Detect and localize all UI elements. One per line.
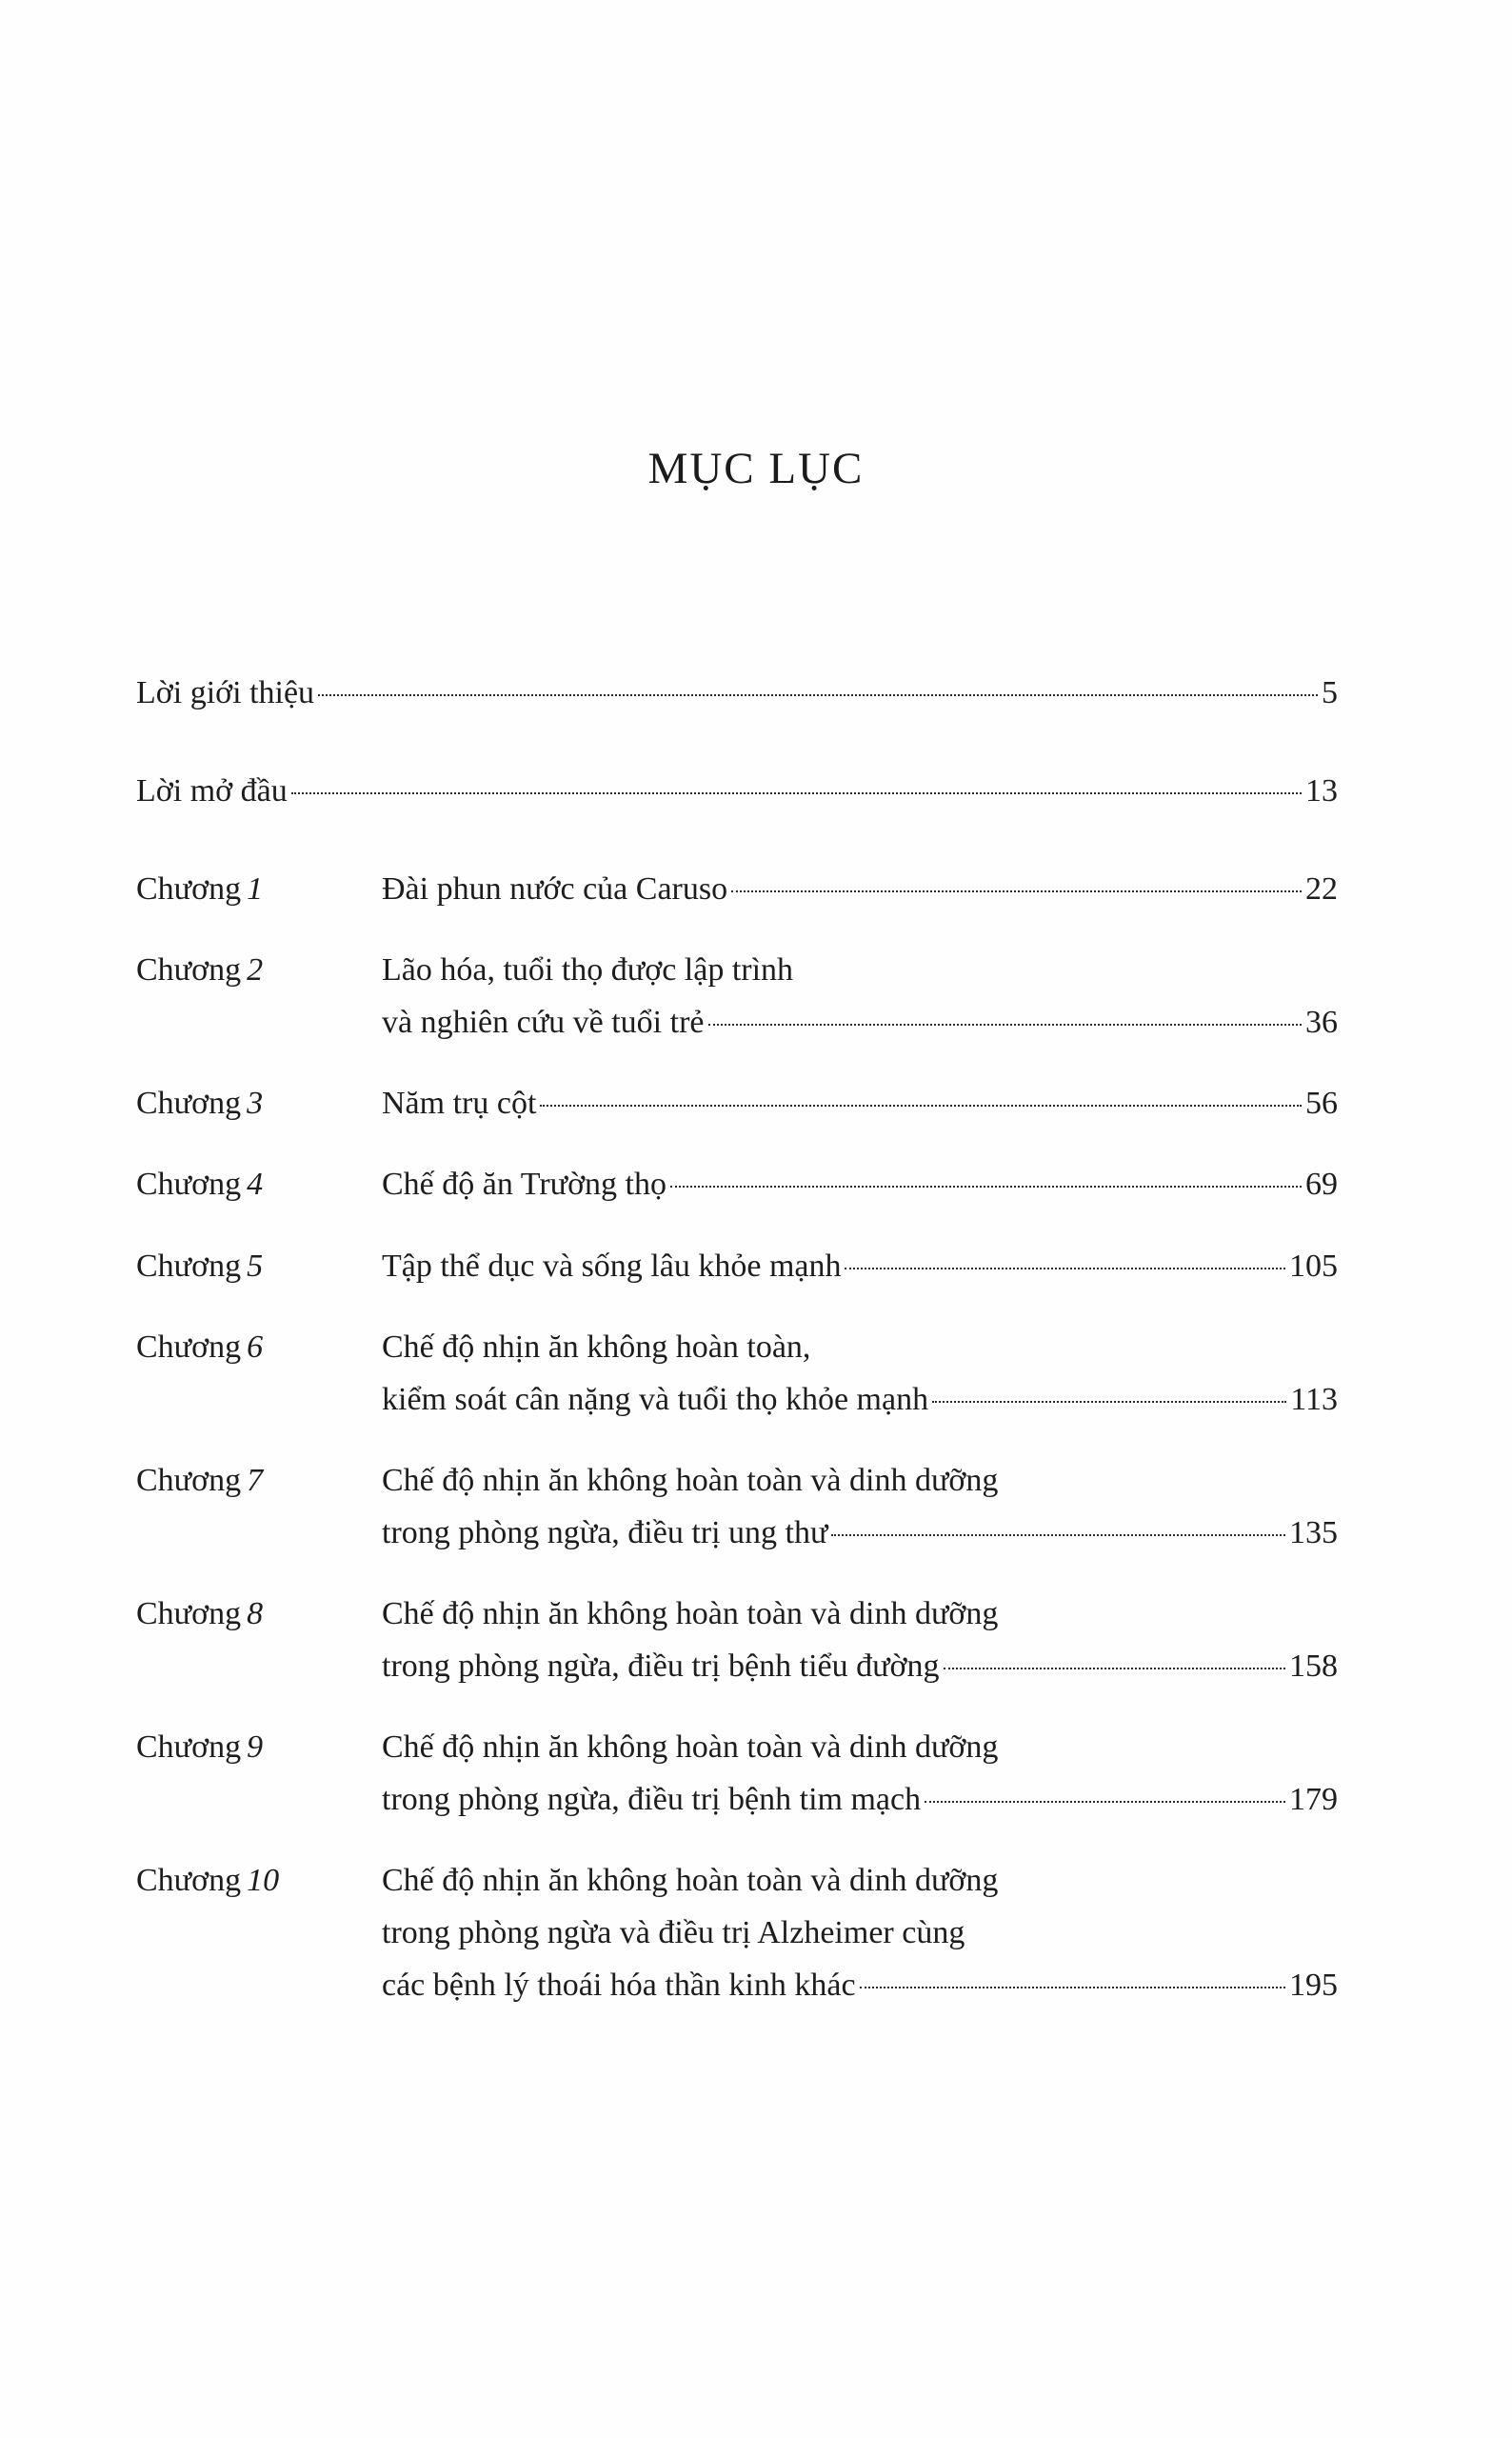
chapter-word: Chương (136, 1729, 242, 1766)
dot-leader (708, 1024, 1303, 1026)
toc-entry-title-cont: trong phòng ngừa, điều trị bệnh tiểu đường (382, 1649, 940, 1685)
toc-entry-title: Năm trụ cột (382, 1086, 537, 1122)
toc-page-number: 195 (1289, 1968, 1338, 2004)
toc-entry-title: Tập thể dục và sống lâu khỏe mạnh (382, 1248, 842, 1284)
toc-entry-title: Chế độ nhịn ăn không hoàn toàn và dinh dưỡng (382, 1462, 999, 1498)
chapter-number: 3 (247, 1086, 264, 1122)
toc-entry-chapter-6[interactable] (136, 1321, 1338, 1426)
dot-leader (540, 1105, 1302, 1107)
dot-leader (291, 792, 1302, 794)
toc-page-number: 113 (1290, 1381, 1338, 1417)
toc-entry-title: Chế độ nhịn ăn không hoàn toàn và dinh dưỡng (382, 1729, 999, 1766)
chapter-word: Chương (136, 1086, 242, 1122)
dot-leader (831, 1534, 1285, 1536)
toc-page-number: 158 (1289, 1649, 1338, 1685)
toc-page-number: 5 (1322, 675, 1338, 710)
table-of-contents (136, 667, 1338, 2040)
toc-page-number: 69 (1305, 1167, 1338, 1203)
chapter-number: 6 (247, 1329, 264, 1365)
toc-entry-chapter-4[interactable] (136, 1158, 1338, 1210)
chapter-label (136, 1240, 382, 1292)
chapter-number: 5 (247, 1248, 264, 1284)
toc-page-number: 135 (1289, 1514, 1338, 1550)
chapter-word: Chương (136, 1329, 242, 1365)
toc-entry-title: Đài phun nước của Caruso (382, 871, 728, 908)
toc-page-number: 56 (1305, 1086, 1338, 1122)
dot-leader (932, 1401, 1286, 1403)
toc-entry-title: Chế độ ăn Trường thọ (382, 1167, 666, 1203)
toc-entry-chapter-9[interactable] (136, 1721, 1338, 1826)
toc-page-number: 179 (1289, 1782, 1338, 1818)
toc-entry-front-1[interactable] (136, 765, 1338, 817)
chapter-label (136, 1454, 382, 1507)
chapter-number: 8 (247, 1595, 264, 1631)
page-title: MỤC LỤC (647, 444, 865, 493)
chapter-number: 9 (247, 1729, 264, 1766)
chapter-label (136, 1721, 382, 1773)
chapter-label (136, 1854, 382, 1907)
chapter-word: Chương (136, 1595, 242, 1631)
toc-entry-title-cont: kiểm soát cân nặng và tuổi thọ khỏe mạnh (382, 1381, 929, 1417)
toc-page-number: 13 (1305, 773, 1338, 809)
dot-leader (944, 1668, 1285, 1669)
toc-entry-front-0[interactable] (136, 667, 1338, 719)
toc-page-number: 105 (1289, 1248, 1338, 1284)
chapter-word: Chương (136, 1167, 242, 1203)
toc-entry-title: Lời giới thiệu (136, 675, 315, 710)
toc-entry-title-cont: trong phòng ngừa, điều trị ung thư (382, 1514, 828, 1550)
toc-entry-title-cont2: các bệnh lý thoái hóa thần kinh khác (382, 1968, 856, 2004)
chapter-number: 10 (247, 1863, 280, 1899)
chapter-label (136, 1077, 382, 1129)
toc-entry-chapter-3[interactable] (136, 1077, 1338, 1129)
dot-leader (925, 1801, 1285, 1803)
chapter-label (136, 863, 382, 915)
chapter-word: Chương (136, 1462, 242, 1498)
chapter-label (136, 1158, 382, 1210)
dot-leader (731, 890, 1302, 892)
toc-entry-chapter-2[interactable] (136, 944, 1338, 1049)
toc-entry-title: Lời mở đầu (136, 773, 288, 809)
chapter-number: 7 (247, 1462, 264, 1498)
chapter-label (136, 1588, 382, 1640)
toc-entry-title-cont: trong phòng ngừa và điều trị Alzheimer cùng (382, 1915, 965, 1951)
toc-entry-title: Chế độ nhịn ăn không hoàn toàn, (382, 1329, 811, 1365)
chapter-word: Chương (136, 871, 242, 908)
dot-leader (860, 1987, 1285, 1988)
toc-entry-title-cont: trong phòng ngừa, điều trị bệnh tim mạch (382, 1782, 922, 1818)
dot-leader (670, 1186, 1302, 1188)
toc-entry-chapter-8[interactable] (136, 1588, 1338, 1692)
chapter-number: 1 (247, 871, 264, 908)
toc-entry-chapter-1[interactable] (136, 863, 1338, 915)
chapter-word: Chương (136, 1863, 242, 1899)
chapter-word: Chương (136, 1248, 242, 1284)
chapter-label (136, 944, 382, 996)
toc-entry-title: Chế độ nhịn ăn không hoàn toàn và dinh dưỡng (382, 1595, 999, 1631)
chapter-number: 4 (247, 1167, 264, 1203)
toc-entry-chapter-5[interactable] (136, 1240, 1338, 1292)
toc-page-number: 22 (1305, 871, 1338, 908)
chapter-label (136, 1321, 382, 1373)
toc-entry-title: Lão hóa, tuổi thọ được lập trình (382, 952, 794, 989)
dot-leader (845, 1268, 1285, 1269)
dot-leader (318, 694, 1318, 696)
toc-entry-title-cont: và nghiên cứu về tuổi trẻ (382, 1005, 705, 1041)
toc-entry-chapter-7[interactable] (136, 1454, 1338, 1559)
chapter-number: 2 (247, 952, 264, 989)
toc-entry-chapter-10[interactable] (136, 1854, 1338, 2011)
chapter-word: Chương (136, 952, 242, 989)
toc-entry-title: Chế độ nhịn ăn không hoàn toàn và dinh dưỡng (382, 1863, 999, 1899)
toc-page-number: 36 (1305, 1005, 1338, 1041)
